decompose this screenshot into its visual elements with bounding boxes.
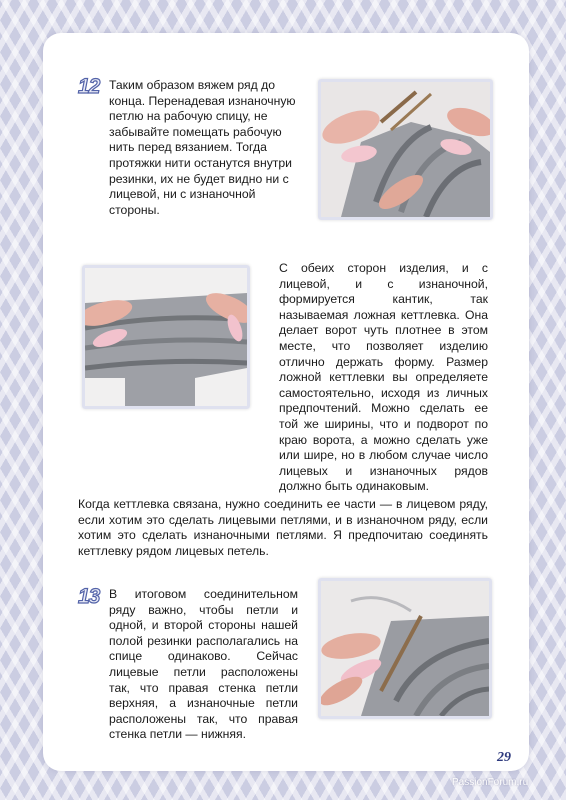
kettlevka-paragraph: С обеих сторон изделия, и с лицевой, и с изнаночной, формируется кантик, так называемая ложная кеттлевка. Она делает ворот чуть плотнее в этом месте, что позволяет изделию отлично держать форму. Размер ложной кеттлевки вы определяете самостоятельно, исходя из личных предпочтений. Можно сделать ее той же ширины, что и подворот по краю ворота, а можно сделать уже или шире, но в любом случае число лицевых и изнаночных рядов должно быть одинаковым. <box>279 261 488 494</box>
photo-step-13 <box>318 578 492 719</box>
step-number-12: 12 <box>78 75 100 98</box>
knitting-photo-2 <box>85 268 247 406</box>
step-13-text: В итоговом соединительном ряду важно, чтобы петли и одной, и второй стороны нашей полой резинки располагались на спице одинаково. Сейчас лицевые петли расположены так, что правая стенка петли верхняя, а изнаночные петли расположены так, что правая стенка петли — нижняя. <box>109 587 298 742</box>
photo-step-12 <box>318 79 493 220</box>
watermark-text: PassionForum.ru <box>452 777 529 788</box>
knitting-photo-3 <box>321 581 489 716</box>
page-number: 29 <box>497 750 511 765</box>
photo-kettlevka <box>82 265 250 409</box>
knitting-photo-1 <box>321 82 490 217</box>
step-12-text: Таким образом вяжем ряд до конца. Перенадевая изнаночную петлю на рабочую спицу, не забывайте помещать рабочую нить перед вязанием. Тогда протяжки нити останутся внутри резинки, их не будет видно ни с лицевой, ни с изнаночной стороны. <box>109 78 296 217</box>
join-paragraph: Когда кеттлевка связана, нужно соединить ее части — в лицевом ряду, если хотим это сделать лицевыми петлями, и в изнаночном ряду, если хотим это сделать изнаночными петлями. Я предпочитаю соединять кеттлевку рядом лицевых петель. <box>78 497 488 558</box>
step-number-13: 13 <box>78 585 100 608</box>
